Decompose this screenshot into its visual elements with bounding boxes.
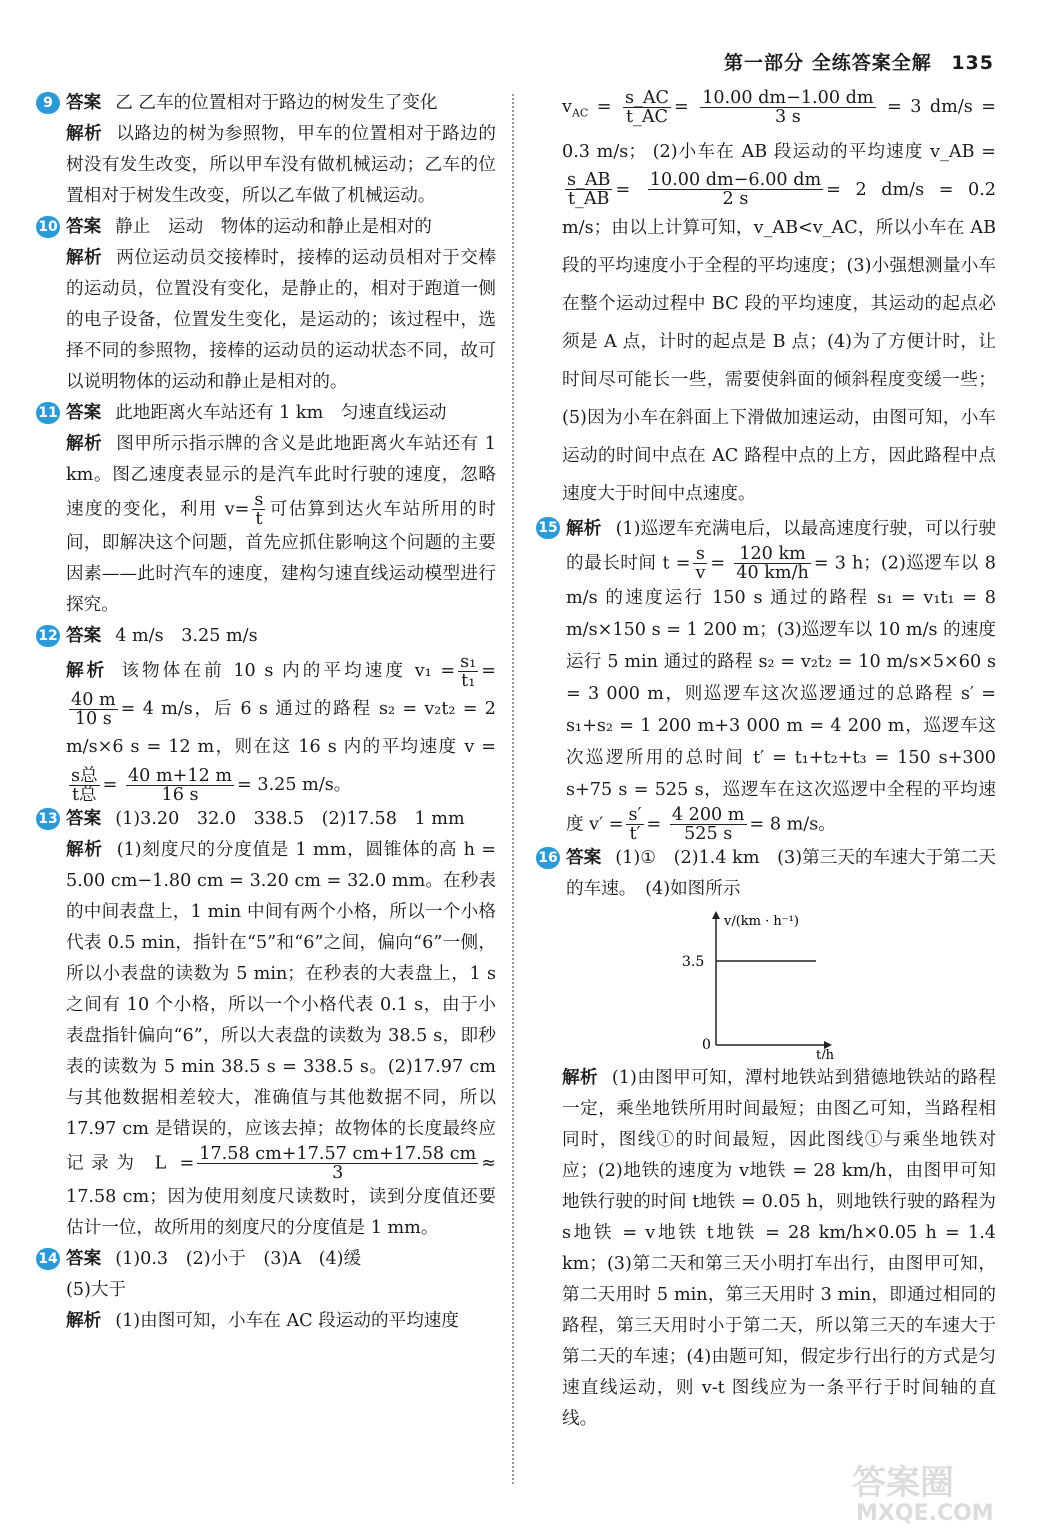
fraction: $\frac{\text{s₁}}{\text{t₁}}$ — [460, 651, 477, 691]
explanation-text: = 8 m/s。 — [749, 814, 836, 835]
fraction: $\frac{s\_AB}{t\_AB}$ — [567, 170, 611, 210]
explanation-text: = 3 h；(2)巡逻车以 8 m/s 的速度运行 150 s 通过的路程 s₁ = v₁t₁ = 8 m/s×150 s = 1 200 m；(3)巡逻车以 10 m/s 的速度运行 5 min 通过的路程 s₂ = v₂t₂ = 10 m/s×5×60 s = 3 000 m，则巡逻车这次巡逻通过的总路程 s′ = s₁+s₂ = 1 200 m+3 000 m = 4 200 m，巡逻车这次巡逻所用的总时间 t′ = t₁+t₂+t₃ = 150 s+300 s+75 s = 525 s，巡逻车在这次巡逻中全程的平均速度 v′ = — [566, 553, 996, 835]
explanation-text: 该物体在前 10 s 内的平均速度 v₁ = — [121, 661, 456, 681]
fraction: $\frac{s'}{t'}$ — [628, 804, 642, 844]
fraction: $\frac{\text{s总}}{\text{t总}}$ — [71, 765, 98, 805]
explanation-label: 解析 — [66, 1311, 102, 1331]
explanation-text: = 2 dm/s = 0.2 m/s；由以上计算可知，v_AB<v_AC，所以小车在 AB 段的平均速度小于全程的平均速度；(3)小强想测量小车在整个运动过程中 BC 段的平均速度，其运动的起点必须是 A 点，计时的起点是 B 点；(4)为了方便计时，让时间尽可能长一些，需要使斜面的倾斜程度变缓一些；(5)因为小车在斜面上下滑做加速运动，由图可知，小车运动的时间中点在 AC 路程中点的上方，因此路程中点速度大于时间中点速度。 — [562, 179, 996, 504]
y-tick-label: 3.5 — [682, 953, 705, 970]
question-number-badge: 15 — [536, 517, 560, 539]
question-number-badge: 13 — [36, 808, 60, 830]
question-number-badge: 10 — [36, 216, 60, 238]
explanation-text: = 3 dm/s = 0.3 m/s； — [562, 97, 996, 162]
right-column — [536, 88, 996, 1435]
explanation-11 — [66, 429, 496, 621]
explanation-label: 解析 — [66, 248, 103, 268]
answer-label: 答案 — [66, 809, 102, 829]
x-axis-label: t/h — [816, 1047, 834, 1059]
explanation-label: 解析 — [566, 518, 602, 539]
explanation-text: 图甲所示指示牌的含义是此地距离火车站还有 1 km。图乙速度表显示的是汽车此时行驶的速度，忽略速度的变化，利用 v= — [66, 434, 496, 520]
page-number: 135 — [951, 52, 994, 74]
answer-label: 答案 — [66, 217, 102, 237]
explanation-text: = 4 m/s，后 6 s 通过的路程 s₂ = v₂t₂ = 2 m/s×6 s = 12 m，则在这 16 s 内的平均速度 v = — [66, 699, 496, 757]
explanation-label: 解析 — [66, 840, 103, 860]
answer-label: 答案 — [66, 93, 102, 113]
question-number-badge: 11 — [36, 402, 60, 424]
fraction: $\frac{120 km}{40 km/h}$ — [736, 543, 809, 583]
question-10 — [36, 212, 496, 243]
question-14 — [36, 1244, 496, 1306]
question-9 — [36, 88, 496, 119]
explanation-text: (1)巡逻车充满电后，以最高速度行驶，可以行驶的最长时间 t = — [566, 518, 996, 574]
answer-text: 4 m/s 3.25 m/s — [115, 626, 258, 646]
explanation-text: (2)小车在 AB 段运动的平均速度 v_AB = — [652, 141, 997, 162]
watermark-url: MXQE.COM — [856, 1501, 994, 1526]
fraction: $\frac{10.00 dm-1.00 dm}{3 s}$ — [702, 87, 874, 127]
explanation-text: (1)由图甲可知，潭村地铁站到猎德地铁站的路程一定，乘坐地铁所用时间最短；由图乙可知，当路程相同时，图线①的时间最短，因此图线①与乘坐地铁对应；(2)地铁的速度为 v地铁 = 28 km/h，由图甲可知地铁行驶的时间 t地铁 = 0.05 h，则地铁行驶的路程为 s地铁 = v地铁 t地铁 = 28 km/h×0.05 h = 1.4 km；(3)第二天和第三天小明打车出行，由图甲可知，第二天用时 5 min，第三天用时 3 min，即通过相同的路程，第三天用时小于第二天，所以第三天的车速大于第二天的车速；(4)由题可知，假定步行出行的方式是匀速直线运动，则 v-t 图线应为一条平行于时间轴的直线。 — [562, 1067, 996, 1429]
fraction: $\frac{s\_AC}{t\_AC}$ — [625, 87, 669, 127]
fraction: $\frac{40 m+12 m}{16 s}$ — [127, 765, 233, 805]
explanation-text: ≈ 17.58 cm；因为使用刻度尺读数时，读到分度值还要估计一位，故所用的刻度尺的分度值是 1 mm。 — [66, 1153, 496, 1238]
explanation-12: 解析 该物体在前 10 s 内的平均速度 v₁ = $\frac{\text{s₁}}{\text{t₁}}$ = $\frac{40 m}{10 s}$ = 4 m/s，后 6 s 通过的路程 s₂ = v₂t₂ = 2 m/s×6 s = 12 m，则在这 16 s 内的平均速度 v = $\frac{\text{s总}}{\text{t总}}$ = $\frac{40 m+12 m}{16 s}$ = 3.25 m/s。 — [66, 651, 496, 805]
fraction: $\frac{40 m}{10 s}$ — [71, 689, 116, 729]
answer-label: 答案 — [66, 1249, 102, 1269]
explanation-14-cont: $v_{AC}$ = $\frac{s\_AC}{t\_AC}$ = $\frac{10.00 dm-1.00 dm}{3 s}$ = 3 dm/s = 0.3 m/s； (2)小车在 AB 段运动的平均速度 v_AB = $\frac{s\_AB}{t\_AB}$ = $\frac{10.00 dm-6.00 dm}{2 s}$ = 2 dm/s = 0.2 m/s；由以上计算可知，v_AB<v_AC，所以小车在 AB 段的平均速度小于全程的平均速度；(3)小强想测量小车在整个运动过程中 BC 段的平均速度，其运动的起点必须是 A 点，计时的起点是 B 点；(4)为了方便计时，让时间尽可能长一些，需要使斜面的倾斜程度变缓一些；(5)因为小车在斜面上下滑做加速运动，由图可知，小车运动的时间中点在 AC 路程中点的上方，因此路程中点速度大于时间中点速度。 — [562, 87, 997, 504]
answer-text: 此地距离火车站还有 1 km 匀速直线运动 — [115, 403, 447, 423]
explanation-text: (1)刻度尺的分度值是 1 mm，圆锥体的高 h = 5.00 cm−1.80 cm = 3.20 cm = 32.0 mm。在秒表的中间表盘上，1 min 中间有两个小格，所以一个小格代表 0.5 min，指针在“5”和“6”之间，偏向“6”一侧，所以小表盘的读数为 5 min；在秒表的大表盘上，1 s 之间有 10 个小格，所以一个小格代表 0.1 s，由于小表盘指针偏向“6”，所以大表盘的读数为 38.5 s，即秒表的读数为 5 min 38.5 s = 338.5 s。(2)17.97 cm 与其他数据相差较大，准确值与其他数据不同，所以 17.97 cm 是错误的，应该去掉；故物体的长度最终应记录为 L = — [66, 840, 496, 1174]
explanation-9 — [66, 119, 496, 212]
answer-text: (1)0.3 (2)小于 (3)A (4)缓 — [115, 1249, 362, 1269]
page-header — [724, 48, 994, 75]
explanation-14 — [66, 1306, 496, 1337]
explanation-13 — [66, 835, 496, 1244]
question-11 — [36, 398, 496, 429]
question-16 — [536, 843, 996, 905]
origin-label: 0 — [702, 1036, 711, 1053]
explanation-label: 解析 — [66, 124, 103, 144]
fraction: $\frac{4 200 m}{525 s}$ — [671, 804, 745, 844]
answer-label: 答案 — [566, 847, 602, 868]
question-number-badge: 12 — [36, 625, 60, 647]
explanation-16 — [562, 1063, 996, 1435]
explanation-text: (1)由图可知，小车在 AC 段运动的平均速度 — [115, 1311, 459, 1331]
fraction: $\frac{17.58 cm+17.57 cm+17.58 cm}{3}$ — [199, 1144, 477, 1183]
explanation-label: 解析 — [66, 661, 108, 681]
header-section: 第一部分 — [724, 52, 805, 74]
explanation-text: 可估算到达火车站所用的时间，即解决这个问题，首先应抓住影响这个问题的主要因素——此时汽车的速度，建构匀速直线运动模型进行探究。 — [66, 499, 496, 615]
header-title: 全练答案全解 — [811, 52, 932, 74]
watermark-text: 答案圈 — [852, 1463, 954, 1503]
answer-text: (5)大于 — [66, 1280, 127, 1300]
explanation-text: = 3.25 m/s。 — [237, 775, 352, 795]
explanation-label: 解析 — [66, 434, 103, 454]
answer-text: (1)① (2)1.4 km (3)第三天的车速大于第二天的车速。 (4)如图所示 — [566, 847, 996, 899]
vt-chart — [676, 909, 836, 1059]
answer-text: 乙 乙车的位置相对于路边的树发生了变化 — [115, 93, 438, 113]
fraction: $\frac{s}{t}$ — [254, 490, 264, 529]
answer-text: 静止 运动 物体的运动和静止是相对的 — [115, 217, 432, 237]
left-column — [36, 88, 496, 1337]
y-axis-label: v/(km · h⁻¹) — [724, 913, 799, 929]
fraction: $\frac{s}{v}$ — [695, 543, 706, 583]
explanation-text: 两位运动员交接棒时，接棒的运动员相对于交棒的运动员，位置没有变化，是静止的，相对于跑道一侧的电子设备，位置发生变化，是运动的；该过程中，选择不同的参照物，接棒的运动员的运动状态不同，故可以说明物体的运动和静止是相对的。 — [66, 248, 496, 392]
answer-label: 答案 — [66, 403, 102, 423]
question-12 — [36, 621, 496, 652]
watermark-logo — [842, 1456, 1032, 1526]
question-number-badge: 14 — [36, 1248, 60, 1270]
answer-text: (1)3.20 32.0 338.5 (2)17.58 1 mm — [115, 809, 465, 829]
explanation-text: 以路边的树为参照物，甲车的位置相对于路边的树没有发生改变，所以甲车没有做机械运动；乙车的位置相对于树发生改变，所以乙车做了机械运动。 — [66, 124, 496, 206]
question-15: 15 解析 (1)巡逻车充满电后，以最高速度行驶，可以行驶的最长时间 t = $\frac{s}{v}$ = $\frac{120 km}{40 km/h}$ = 3 h；(2)巡逻车以 8 m/s 的速度运行 150 s 通过的路程 s₁ = v₁t₁ = 8 m/s×150 s = 1 200 m；(3)巡逻车以 10 m/s 的速度运行 5 min 通过的路程 s₂ = v₂t₂ = 10 m/s×5×60 s = 3 000 m，则巡逻车这次巡逻通过的总路程 s′ = s₁+s₂ = 1 200 m+3 000 m = 4 200 m，巡逻车这次巡逻所用的总时间 t′ = t₁+t₂+t₃ = 150 s+300 s+75 s = 525 s，巡逻车在这次巡逻中全程的平均速度 v′ = $\frac{s'}{t'}$ = $\frac{4 200 m}{525 s}$ = 8 m/s。 — [536, 513, 996, 843]
column-divider — [512, 94, 514, 1484]
explanation-label: 解析 — [562, 1067, 598, 1088]
y-axis-arrow — [712, 911, 720, 919]
explanation-10 — [66, 243, 496, 398]
answer-label: 答案 — [66, 626, 102, 646]
question-13 — [36, 804, 496, 835]
question-number-badge: 9 — [36, 92, 60, 114]
question-number-badge: 16 — [536, 847, 560, 869]
fraction: $\frac{10.00 dm-6.00 dm}{2 s}$ — [649, 170, 822, 210]
